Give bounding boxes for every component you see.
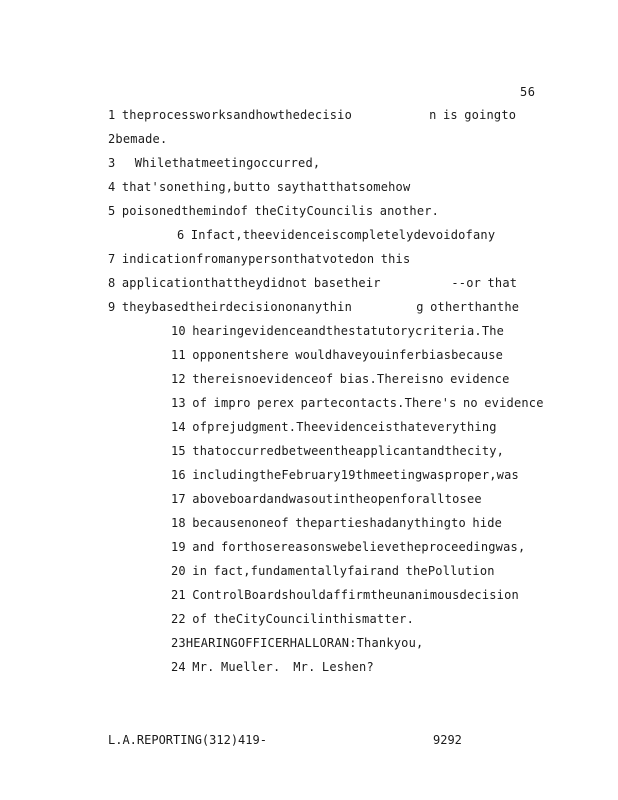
transcript-line-24: 24 Mr. Mueller. Mr. Leshen? xyxy=(171,660,374,674)
transcript-line-14: 14 ofprejudgment.Theevidenceisthateverything xyxy=(171,420,497,434)
footer-reporter-phone-prefix: L.A.REPORTING(312)419- xyxy=(108,733,267,747)
transcript-line-22: 22 of theCityCouncilinthismatter. xyxy=(171,612,415,626)
footer-phone-suffix: 9292 xyxy=(433,733,462,747)
transcript-line-1: 1 theprocessworksandhowthedecisio n is goingto xyxy=(108,108,517,122)
transcript-line-12: 12 thereisnoevidenceof bias.Thereisno evidence xyxy=(171,372,510,386)
transcript-line-16: 16 includingtheFebruary19thmeetingwasproper,was xyxy=(171,468,519,482)
transcript-line-5: 5 poisonedthemindof theCityCouncilis another. xyxy=(108,204,440,218)
transcript-line-17: 17 aboveboardandwasoutintheopenforalltosee xyxy=(171,492,482,506)
transcript-line-18: 18 becausenoneof thepartieshadanythingto hide xyxy=(171,516,503,530)
transcript-line-20: 20 in fact,fundamentallyfairand thePollution xyxy=(171,564,495,578)
transcript-line-13: 13 of impro perex partecontacts.There's no evidence xyxy=(171,396,544,410)
transcript-line-11: 11 opponentshere wouldhaveyouinferbiasbecause xyxy=(171,348,504,362)
transcript-line-2: 2bemade. xyxy=(108,132,168,146)
transcript-line-7: 7 indicationfromanypersonthatvotedon this xyxy=(108,252,411,266)
transcript-line-4: 4 that'sonething,butto saythatthatsomehow xyxy=(108,180,411,194)
reporter-footer xyxy=(108,733,462,789)
transcript-line-9: 9 theybasedtheirdecisiononanythin g otherthanthe xyxy=(108,300,520,314)
transcript-line-8: 8 applicationthattheydidnot basetheir --or that xyxy=(108,276,518,290)
transcript-line-6: 6 Infact,theevidenceiscompletelydevoidofany xyxy=(177,228,496,242)
transcript-line-15: 15 thatoccurredbetweentheapplicantandthecity, xyxy=(171,444,505,458)
page-number: 56 xyxy=(520,85,536,99)
transcript-line-19: 19 and forthosereasonswebelievetheproceedingwas, xyxy=(171,540,526,554)
transcript-line-10: 10 hearingevidenceandthestatutorycriteria.The xyxy=(171,324,505,338)
transcript-line-21: 21 ControlBoardshouldaffirmtheunanimousdecision xyxy=(171,588,519,602)
transcript-line-3: 3 Whilethatmeetingoccurred, xyxy=(108,156,321,170)
transcript-line-23: 23HEARINGOFFICERHALLORAN:Thankyou, xyxy=(171,636,424,650)
